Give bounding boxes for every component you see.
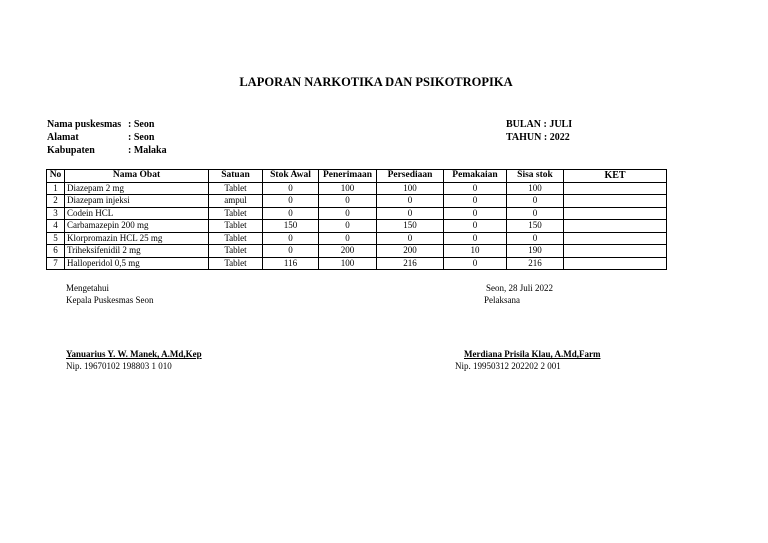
cell-stok-awal: 0 (263, 232, 319, 245)
report-title: LAPORAN NARKOTIKA DAN PSIKOTROPIKA (239, 75, 513, 89)
info-bulan: BULAN : JULI (506, 119, 573, 130)
table-row (47, 195, 667, 208)
cell-satuan: ampul (209, 195, 263, 208)
sig-right-position: Pelaksana (484, 295, 520, 305)
sig-right-date: Seon, 28 Juli 2022 (486, 283, 554, 293)
header-nama-obat: Nama Obat (65, 170, 209, 183)
table-row (47, 257, 667, 270)
cell-ket (564, 232, 667, 245)
table-header-row (47, 170, 667, 183)
sig-right-nip: Nip. 19950312 202202 2 001 (455, 361, 561, 371)
cell-nama-obat: Halloperidol 0,5 mg (65, 257, 209, 270)
cell-stok-awal: 116 (263, 257, 319, 270)
report-table (46, 169, 667, 270)
cell-penerimaan: 0 (319, 195, 377, 208)
cell-satuan: Tablet (209, 220, 263, 233)
table-row (47, 220, 667, 233)
cell-satuan: Tablet (209, 207, 263, 220)
cell-persediaan: 100 (377, 182, 444, 195)
cell-persediaan: 0 (377, 232, 444, 245)
header-ket: KET (564, 170, 667, 183)
cell-pemakaian: 0 (444, 207, 507, 220)
header-penerimaan: Penerimaan (319, 170, 377, 183)
cell-ket (564, 207, 667, 220)
cell-pemakaian: 0 (444, 220, 507, 233)
info-tahun: TAHUN : 2022 (506, 132, 570, 143)
table-row (47, 245, 667, 258)
cell-pemakaian: 10 (444, 245, 507, 258)
info-kabupaten-value: : Malaka (128, 145, 167, 156)
cell-nama-obat: Klorpromazin HCL 25 mg (65, 232, 209, 245)
info-alamat (47, 132, 154, 143)
cell-no: 2 (47, 195, 65, 208)
cell-persediaan: 0 (377, 195, 444, 208)
cell-sisa-stok: 190 (507, 245, 564, 258)
info-kabupaten (47, 145, 167, 156)
info-puskesmas-value: : Seon (128, 119, 155, 130)
table-row (47, 232, 667, 245)
cell-pemakaian: 0 (444, 232, 507, 245)
cell-no: 7 (47, 257, 65, 270)
cell-penerimaan: 0 (319, 207, 377, 220)
cell-penerimaan: 200 (319, 245, 377, 258)
cell-no: 4 (47, 220, 65, 233)
cell-no: 3 (47, 207, 65, 220)
cell-nama-obat: Triheksifenidil 2 mg (65, 245, 209, 258)
cell-penerimaan: 0 (319, 232, 377, 245)
cell-satuan: Tablet (209, 257, 263, 270)
cell-nama-obat: Codein HCL (65, 207, 209, 220)
table-row (47, 207, 667, 220)
cell-sisa-stok: 0 (507, 195, 564, 208)
cell-pemakaian: 0 (444, 257, 507, 270)
cell-sisa-stok: 150 (507, 220, 564, 233)
sig-left-mengetahui: Mengetahui (66, 283, 109, 293)
sig-left-nip: Nip. 19670102 198803 1 010 (66, 361, 172, 371)
info-alamat-label: Alamat (47, 132, 79, 143)
cell-ket (564, 220, 667, 233)
cell-stok-awal: 150 (263, 220, 319, 233)
cell-nama-obat: Diazepam 2 mg (65, 182, 209, 195)
info-alamat-value: : Seon (128, 132, 155, 143)
cell-persediaan: 150 (377, 220, 444, 233)
cell-satuan: Tablet (209, 245, 263, 258)
header-stok-awal: Stok Awal (263, 170, 319, 183)
cell-stok-awal: 0 (263, 207, 319, 220)
header-persediaan: Persediaan (377, 170, 444, 183)
header-satuan: Satuan (209, 170, 263, 183)
cell-stok-awal: 0 (263, 195, 319, 208)
cell-penerimaan: 100 (319, 257, 377, 270)
info-puskesmas-label: Nama puskesmas (47, 119, 122, 130)
cell-nama-obat: Diazepam injeksi (65, 195, 209, 208)
cell-stok-awal: 0 (263, 182, 319, 195)
cell-nama-obat: Carbamazepin 200 mg (65, 220, 209, 233)
cell-ket (564, 182, 667, 195)
cell-stok-awal: 0 (263, 245, 319, 258)
cell-persediaan: 200 (377, 245, 444, 258)
table-row (47, 182, 667, 195)
cell-satuan: Tablet (209, 182, 263, 195)
header-no: No (47, 170, 65, 183)
cell-pemakaian: 0 (444, 182, 507, 195)
cell-sisa-stok: 100 (507, 182, 564, 195)
cell-satuan: Tablet (209, 232, 263, 245)
cell-no: 1 (47, 182, 65, 195)
sig-left-position: Kepala Puskesmas Seon (66, 295, 154, 305)
cell-sisa-stok: 0 (507, 232, 564, 245)
cell-persediaan: 216 (377, 257, 444, 270)
cell-ket (564, 195, 667, 208)
sig-right-name: Merdiana Prisila Klau, A.Md,Farm (464, 349, 601, 359)
sig-left-name: Yanuarius Y. W. Manek, A.Md,Kep (66, 349, 202, 359)
cell-no: 6 (47, 245, 65, 258)
cell-penerimaan: 100 (319, 182, 377, 195)
cell-penerimaan: 0 (319, 220, 377, 233)
cell-ket (564, 245, 667, 258)
cell-persediaan: 0 (377, 207, 444, 220)
header-pemakaian: Pemakaian (444, 170, 507, 183)
cell-sisa-stok: 216 (507, 257, 564, 270)
info-kabupaten-label: Kabupaten (47, 145, 95, 156)
header-sisa-stok: Sisa stok (507, 170, 564, 183)
cell-pemakaian: 0 (444, 195, 507, 208)
cell-no: 5 (47, 232, 65, 245)
info-puskesmas (47, 119, 154, 130)
cell-sisa-stok: 0 (507, 207, 564, 220)
cell-ket (564, 257, 667, 270)
